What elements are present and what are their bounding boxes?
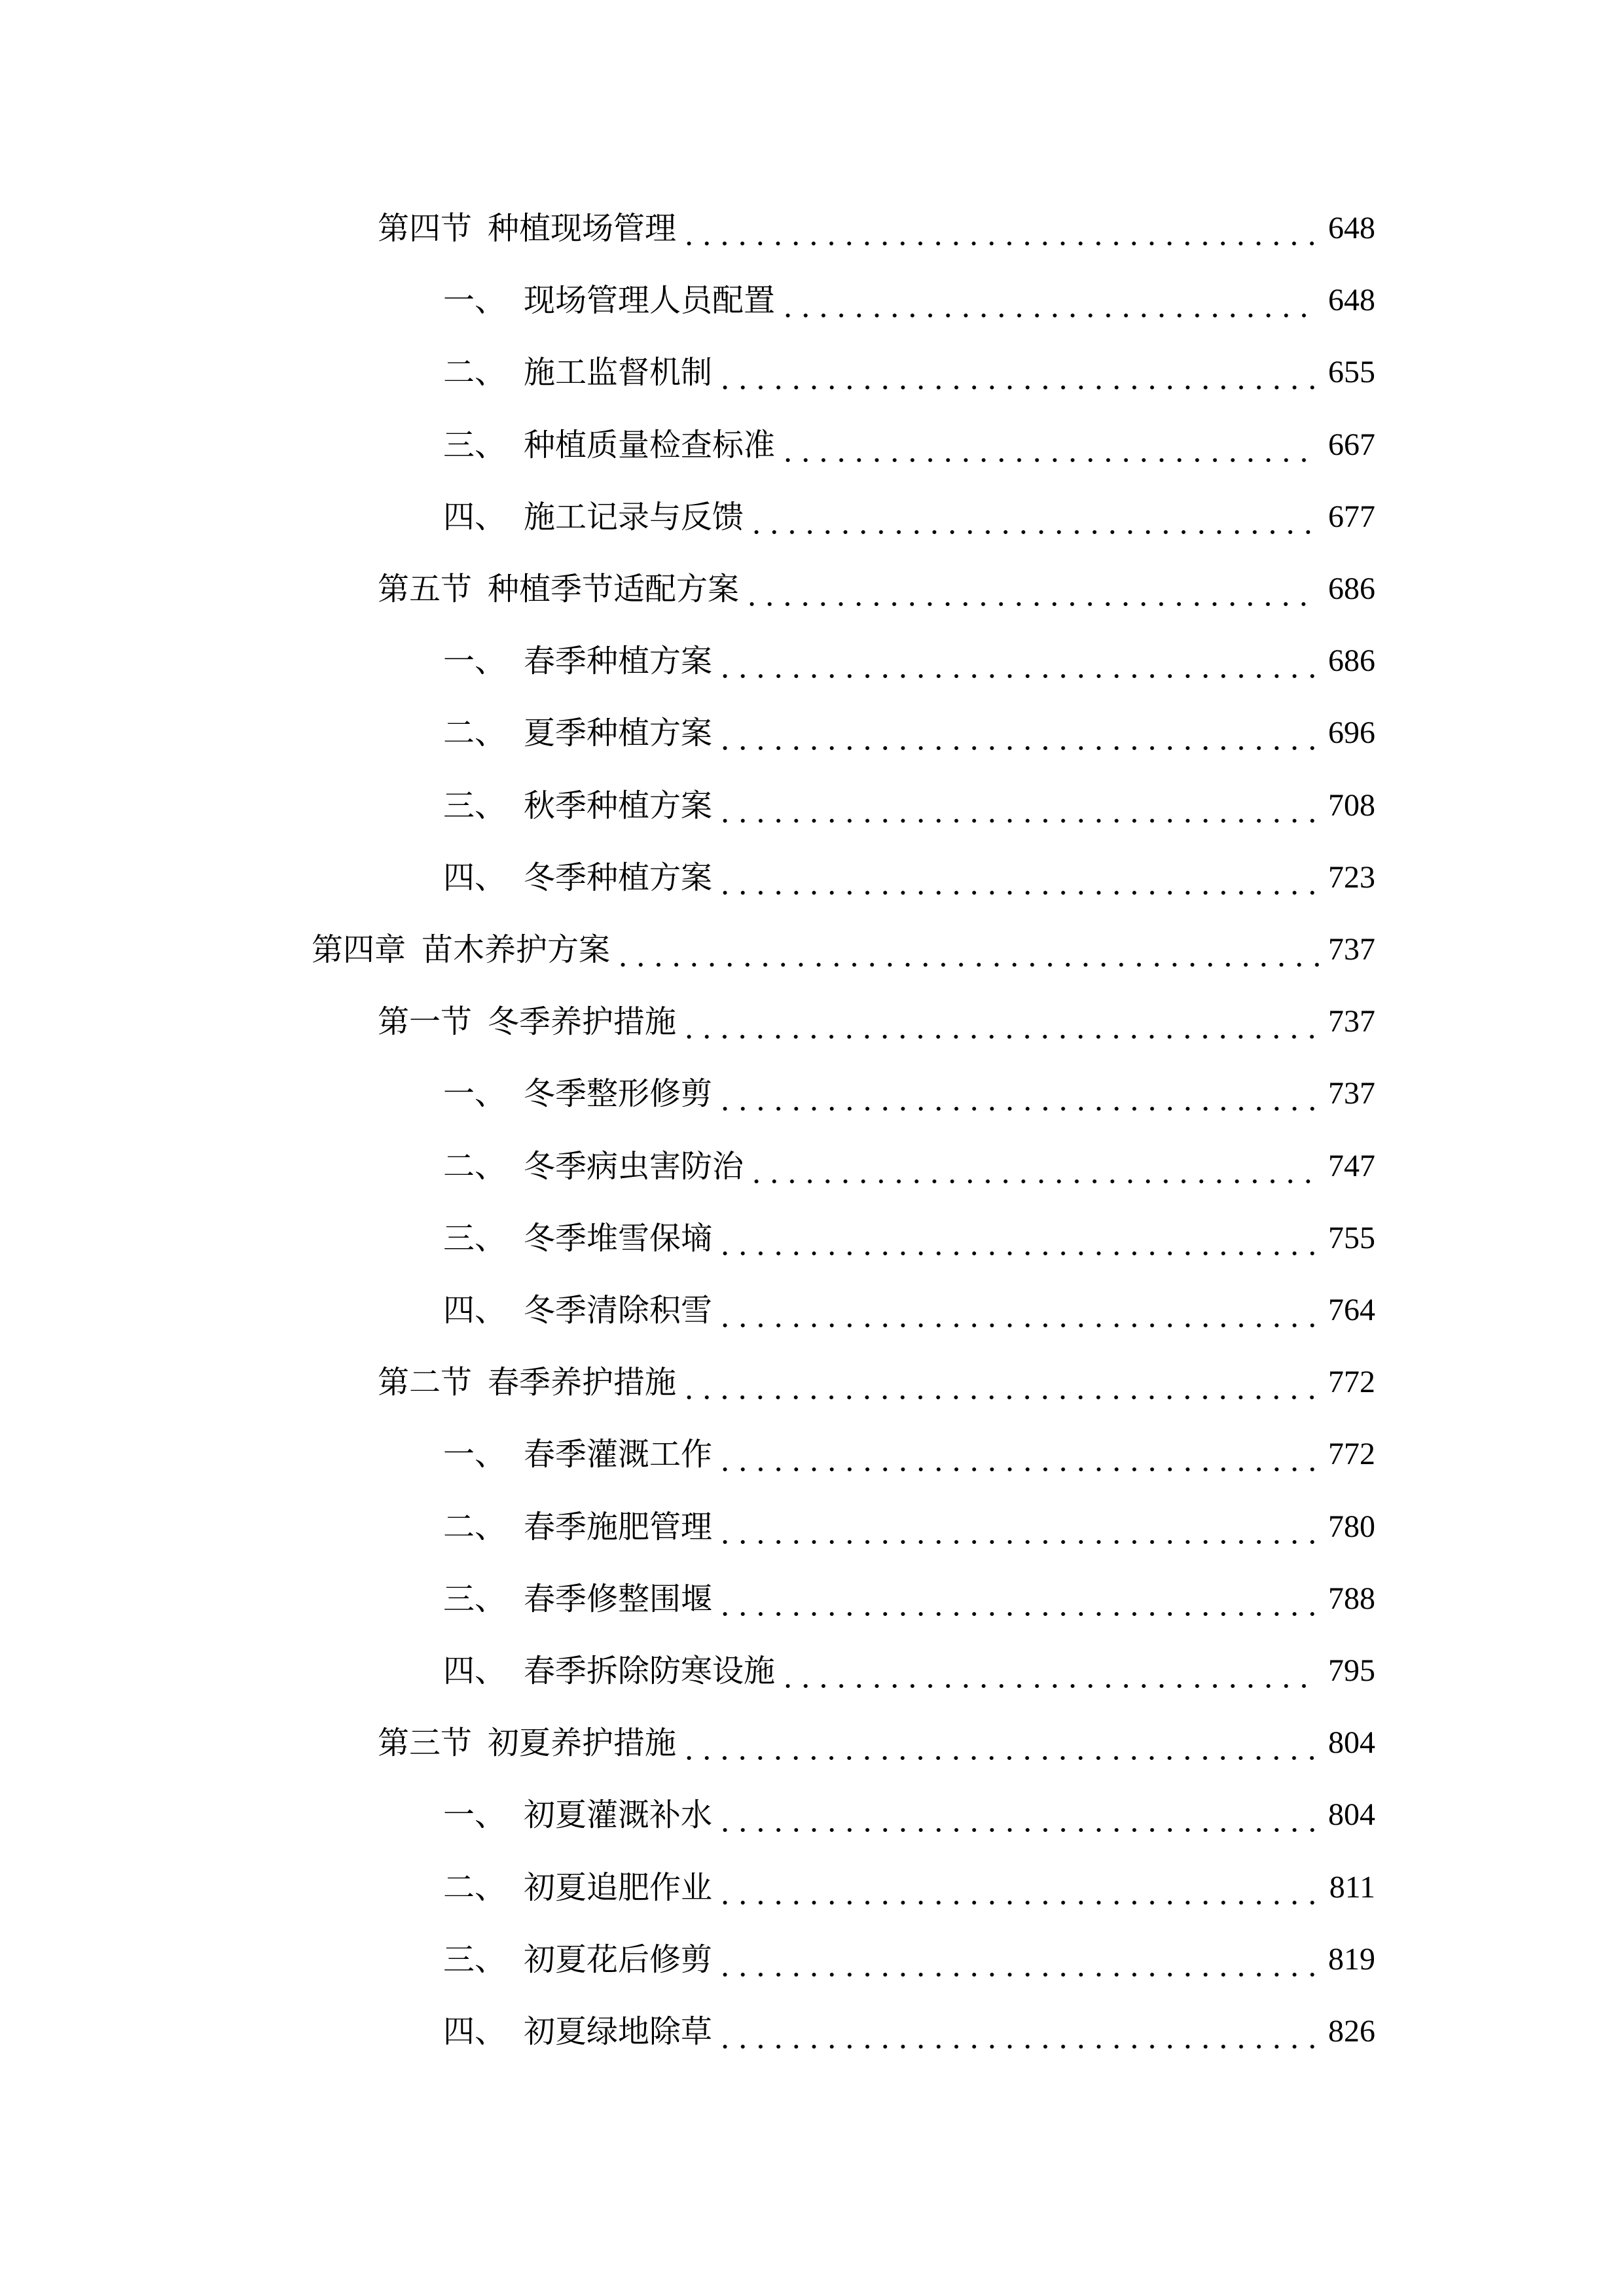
toc-entry-heading bbox=[378, 1707, 676, 1779]
dot-leader bbox=[779, 409, 1319, 481]
toc-entry-title: 冬季清除积雪 bbox=[524, 1292, 713, 1329]
toc-entry-page-number: 723 bbox=[1328, 859, 1375, 895]
toc-entry-heading bbox=[312, 914, 610, 986]
dot-leader bbox=[743, 553, 1319, 625]
dot-leader bbox=[716, 770, 1319, 842]
dot-leader bbox=[680, 986, 1319, 1058]
dot-leader bbox=[779, 1635, 1319, 1707]
toc-entry-title: 种植现场管理 bbox=[488, 210, 677, 247]
toc-entry-number: 第四节 bbox=[378, 210, 473, 247]
toc-entry-number: 一、 bbox=[443, 282, 507, 319]
toc-entry-page-number: 826 bbox=[1328, 2014, 1375, 2049]
toc-entry[interactable] bbox=[0, 1202, 1381, 1274]
toc-entry[interactable] bbox=[0, 770, 1381, 842]
toc-entry-heading bbox=[378, 192, 676, 264]
toc-entry-number: 第二节 bbox=[378, 1364, 473, 1401]
toc-entry-number: 二、 bbox=[443, 715, 507, 752]
toc-entry-title: 冬季堆雪保墒 bbox=[524, 1219, 713, 1257]
toc-entry[interactable] bbox=[0, 1779, 1381, 1851]
toc-entry-number: 一、 bbox=[443, 1436, 507, 1473]
toc-entry-number: 四、 bbox=[443, 1292, 507, 1329]
toc-entry-title: 种植质量检查标准 bbox=[524, 426, 776, 463]
toc-entry[interactable] bbox=[0, 1130, 1381, 1202]
toc-entry-number: 四、 bbox=[443, 859, 507, 896]
dot-leader bbox=[748, 481, 1319, 553]
toc-entry-number: 第四章 bbox=[312, 931, 406, 968]
toc-entry-page-number: 686 bbox=[1328, 571, 1375, 606]
toc-entry-title: 种植季节适配方案 bbox=[488, 571, 740, 607]
toc-entry-page-number: 677 bbox=[1328, 499, 1375, 534]
toc-entry[interactable] bbox=[0, 1491, 1381, 1563]
toc-entry-page-number: 648 bbox=[1328, 283, 1375, 318]
toc-entry-page-number: 708 bbox=[1328, 787, 1375, 823]
toc-entry[interactable] bbox=[0, 1924, 1381, 1996]
dot-leader bbox=[716, 1274, 1319, 1346]
toc-entry-title: 现场管理人员配置 bbox=[524, 282, 776, 319]
toc-entry-number: 三、 bbox=[443, 1941, 507, 1978]
toc-entry-title: 初夏追肥作业 bbox=[524, 1869, 713, 1906]
dot-leader bbox=[716, 1924, 1319, 1996]
toc-entry-title: 夏季种植方案 bbox=[524, 715, 713, 752]
dot-leader bbox=[680, 1707, 1319, 1779]
toc-entry-page-number: 788 bbox=[1328, 1581, 1375, 1616]
dot-leader bbox=[716, 1852, 1319, 1924]
toc-entry[interactable] bbox=[0, 1058, 1381, 1130]
toc-entry-title: 冬季整形修剪 bbox=[524, 1075, 713, 1113]
toc-entry-number: 三、 bbox=[443, 426, 507, 463]
toc-entry-page-number: 696 bbox=[1328, 715, 1375, 751]
toc-entry-number: 三、 bbox=[443, 1219, 507, 1257]
toc-entry-title: 春季养护措施 bbox=[488, 1364, 677, 1401]
dot-leader bbox=[716, 1418, 1319, 1490]
toc-entry-page-number: 811 bbox=[1329, 1869, 1375, 1905]
toc-entry[interactable] bbox=[0, 842, 1381, 914]
toc-entry-title: 春季种植方案 bbox=[524, 643, 713, 680]
toc-entry-number: 四、 bbox=[443, 1653, 507, 1689]
toc-entry[interactable] bbox=[0, 1346, 1381, 1418]
dot-leader bbox=[716, 1779, 1319, 1851]
toc-entry-page-number: 804 bbox=[1328, 1725, 1375, 1761]
toc-entry-page-number: 686 bbox=[1328, 643, 1375, 679]
toc-entry-page-number: 755 bbox=[1328, 1220, 1375, 1255]
dot-leader bbox=[716, 1058, 1319, 1130]
toc-entry-title: 秋季种植方案 bbox=[524, 787, 713, 824]
toc-entry-title: 初夏养护措施 bbox=[488, 1725, 677, 1762]
toc-entry-number: 三、 bbox=[443, 1580, 507, 1617]
dot-leader bbox=[716, 1491, 1319, 1563]
toc-entry-number: 一、 bbox=[443, 1797, 507, 1834]
toc-entry-heading bbox=[378, 1346, 676, 1418]
toc-entry-page-number: 737 bbox=[1328, 932, 1375, 967]
toc-entry-number: 二、 bbox=[443, 1147, 507, 1185]
toc-entry-title: 冬季种植方案 bbox=[524, 859, 713, 896]
toc-entry-title: 春季施肥管理 bbox=[524, 1508, 713, 1545]
toc-entry-number: 一、 bbox=[443, 1075, 507, 1113]
dot-leader bbox=[716, 1563, 1319, 1635]
toc-entry[interactable] bbox=[0, 553, 1381, 625]
toc-entry[interactable] bbox=[0, 1996, 1381, 2068]
dot-leader bbox=[716, 625, 1319, 697]
toc-entry-number: 四、 bbox=[443, 2013, 507, 2050]
toc-entry-heading bbox=[378, 986, 676, 1058]
dot-leader bbox=[748, 1130, 1319, 1202]
toc-entry-number: 第三节 bbox=[378, 1725, 473, 1762]
toc-entry-number: 二、 bbox=[443, 1869, 507, 1906]
dot-leader bbox=[716, 1996, 1319, 2068]
dot-leader bbox=[614, 914, 1319, 986]
toc-entry-page-number: 780 bbox=[1328, 1509, 1375, 1544]
toc-entry-title: 冬季病虫害防治 bbox=[524, 1147, 744, 1185]
dot-leader bbox=[779, 264, 1319, 336]
toc-entry-page-number: 795 bbox=[1328, 1653, 1375, 1688]
toc-entry-page-number: 772 bbox=[1328, 1437, 1375, 1472]
toc-entry-page-number: 655 bbox=[1328, 355, 1375, 390]
toc-entry-page-number: 667 bbox=[1328, 427, 1375, 462]
toc-entry-number: 二、 bbox=[443, 354, 507, 391]
toc-entry-page-number: 737 bbox=[1328, 1004, 1375, 1039]
dot-leader bbox=[680, 1346, 1319, 1418]
toc-entry[interactable] bbox=[0, 264, 1381, 336]
dot-leader bbox=[716, 697, 1319, 769]
toc-entry-title: 冬季养护措施 bbox=[488, 1003, 677, 1041]
toc-entry-number: 三、 bbox=[443, 787, 507, 824]
toc-entry[interactable] bbox=[0, 336, 1381, 408]
toc-entry[interactable] bbox=[0, 914, 1381, 986]
toc-entry[interactable] bbox=[0, 1852, 1381, 1924]
toc-entry-page-number: 819 bbox=[1328, 1941, 1375, 1977]
toc-entry[interactable] bbox=[0, 697, 1381, 769]
toc-entry[interactable] bbox=[0, 625, 1381, 697]
toc-entry-title: 初夏灌溉补水 bbox=[524, 1797, 713, 1834]
toc-entry-heading bbox=[378, 553, 739, 625]
toc-entry-title: 初夏绿地除草 bbox=[524, 2013, 713, 2050]
toc-entry-title: 苗木养护方案 bbox=[422, 931, 611, 968]
toc-entry[interactable] bbox=[0, 481, 1381, 553]
dot-leader bbox=[716, 1202, 1319, 1274]
toc-entry-page-number: 747 bbox=[1328, 1148, 1375, 1183]
toc-entry[interactable] bbox=[0, 192, 1381, 264]
toc-entry-number: 第一节 bbox=[378, 1003, 473, 1041]
toc-entry-number: 二、 bbox=[443, 1508, 507, 1545]
dot-leader bbox=[680, 192, 1319, 264]
toc-entry[interactable] bbox=[0, 1418, 1381, 1490]
toc-entry-title: 春季修整围堰 bbox=[524, 1580, 713, 1617]
dot-leader bbox=[716, 842, 1319, 914]
toc-entry-title: 施工监督机制 bbox=[524, 354, 713, 391]
toc-entry-page-number: 772 bbox=[1328, 1365, 1375, 1400]
toc-entry-number: 四、 bbox=[443, 498, 507, 535]
toc-entry-number: 第五节 bbox=[378, 571, 473, 607]
toc-entry-title: 初夏花后修剪 bbox=[524, 1941, 713, 1978]
dot-leader bbox=[716, 336, 1319, 408]
toc-entry-page-number: 648 bbox=[1328, 211, 1375, 245]
toc-entry[interactable] bbox=[0, 986, 1381, 1058]
toc-entry[interactable] bbox=[0, 1563, 1381, 1635]
toc-entry-page-number: 764 bbox=[1328, 1293, 1375, 1327]
toc-entry[interactable] bbox=[0, 1635, 1381, 1707]
toc-entry-page-number: 737 bbox=[1328, 1076, 1375, 1111]
toc-entry-number: 一、 bbox=[443, 643, 507, 680]
toc-entry-title: 春季拆除防寒设施 bbox=[524, 1653, 776, 1689]
toc-entry[interactable] bbox=[0, 1707, 1381, 1779]
toc-entry-page-number: 804 bbox=[1328, 1797, 1375, 1833]
toc-entry-title: 施工记录与反馈 bbox=[524, 498, 744, 535]
toc-entry[interactable] bbox=[0, 409, 1381, 481]
toc-entry-title: 春季灌溉工作 bbox=[524, 1436, 713, 1473]
toc-entry[interactable] bbox=[0, 1274, 1381, 1346]
